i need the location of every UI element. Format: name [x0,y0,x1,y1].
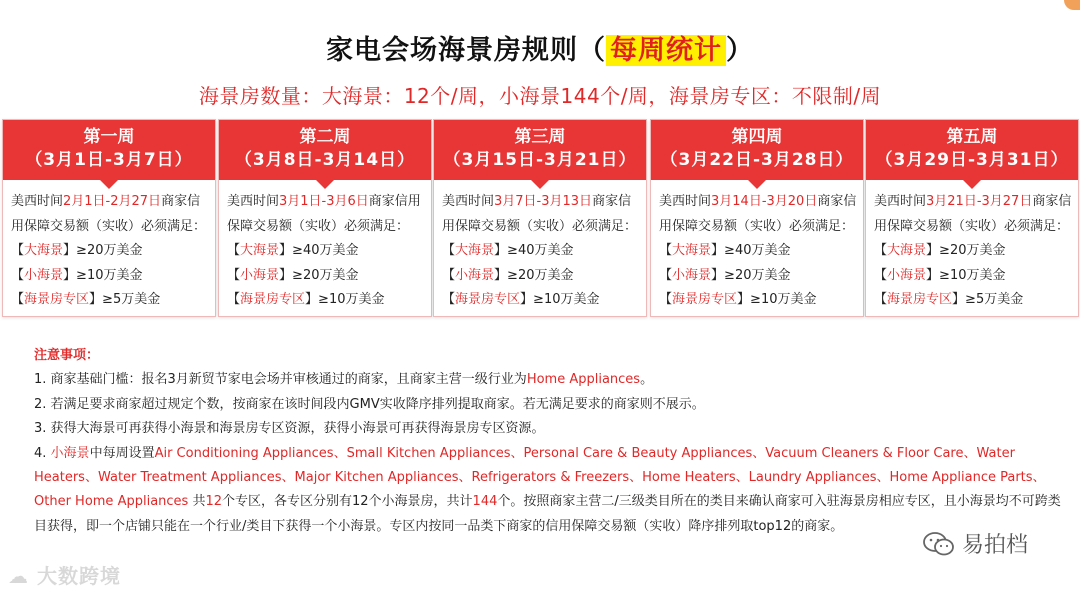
tier-large: 【大海景】≥20万美金 [874,243,1006,258]
cloud-logo-icon: ☁ [8,564,29,588]
period-dates: 3月14日-3月20日 [711,194,818,209]
period-dates: 2月1日-2月27日 [63,194,162,209]
week-name: 第三周 [514,127,566,147]
tier-large: 【大海景】≥20万美金 [11,243,143,258]
week-body [651,180,863,313]
note-2: 2. 若满足要求商家超过规定个数，按商家在该时间段内GMV实收降序排列提取商家。若无满足要求的商家则不展示。 [34,396,705,412]
corner-decoration [1064,0,1080,10]
requirement-text: 商家信用保障交易额（实收）必须满足： [227,194,421,234]
tier-zone: 【海景房专区】≥10万美金 [442,292,600,307]
tier-small: 【小海景】≥20万美金 [659,267,791,283]
week-range: （3月1日-3月7日） [25,150,193,170]
note-1: 1. 商家基础门槛：报名3月新贸节家电会场并审核通过的商家，且商家主营一级行业为Home Appliances。 [34,372,654,388]
note-4: 4. 小海景中每周设置Air Conditioning Appliances、Small Kitchen Appliances、Personal Care & Beauty Appliances、Vacuum Cleaners & Floor Care、Water Heaters、Water Treatment Appliances、Major Kitchen Appliances、Refrigerators & Freezers、Home Heaters、Laundry Appliances、Home Appliance Parts、Other Home Appliances 共12个专区，各专区分别有12个小海景房，共计144个。按照商家主营二/三级类目所在的类目来确认商家可入驻海景房相应专区，且小海景均不可跨类目获得，即一个店铺只能在一个行业/类目下获得一个小海景。专区内按同一品类下商家的信用保障交易额（实收）降序排列取top12的商家。 [34,445,1061,534]
period-prefix: 美西时间 [874,194,927,209]
watermark-right [922,528,1028,559]
wechat-icon [922,531,956,557]
week-name: 第五周 [946,127,998,147]
week-card-5 [865,119,1079,317]
tier-small: 【小海景】≥20万美金 [227,267,359,283]
tier-zone: 【海景房专区】≥10万美金 [659,292,817,307]
period-prefix: 美西时间 [227,194,280,209]
week-card-2 [218,119,432,317]
watermark-right-text: 易拍档 [962,533,1029,558]
week-body [3,180,215,313]
tier-large: 【大海景】≥40万美金 [227,243,359,258]
week-header [219,120,431,180]
period-prefix: 美西时间 [442,194,495,209]
week-range: （3月15日-3月21日） [443,150,637,170]
notes-section [34,344,1064,539]
title-main: 家电会场海景房规则（ [326,35,606,66]
week-card-1 [2,119,216,317]
week-body [866,180,1078,313]
tier-small: 【小海景】≥20万美金 [442,267,574,283]
week-header [434,120,646,180]
week-name: 第二周 [299,127,351,147]
tier-small: 【小海景】≥10万美金 [874,267,1006,283]
period-prefix: 美西时间 [659,194,712,209]
notes-title: 注意事项： [34,348,100,363]
week-name: 第四周 [731,127,783,147]
week-header [3,120,215,180]
period-prefix: 美西时间 [11,194,64,209]
requirement-text: 商家信用保障交易额（实收）必须满足： [659,194,857,234]
week-range: （3月8日-3月14日） [234,150,416,170]
title-highlight: 每周统计 [606,35,726,66]
watermark-left [8,560,121,589]
week-name: 第一周 [83,127,135,147]
week-range: （3月29日-3月31日） [875,150,1069,170]
week-card-4 [650,119,864,317]
tier-large: 【大海景】≥40万美金 [659,243,791,258]
week-card-3 [433,119,647,317]
tier-zone: 【海景房专区】≥5万美金 [874,292,1024,307]
week-header [866,120,1078,180]
period-dates: 3月1日-3月6日 [279,194,369,209]
tier-zone: 【海景房专区】≥10万美金 [227,292,385,307]
title-end: ） [726,35,754,66]
week-body [434,180,646,313]
requirement-text: 商家信用保障交易额（实收）必须满足： [442,194,638,234]
tier-large: 【大海景】≥40万美金 [442,243,574,258]
week-header [651,120,863,180]
tier-small: 【小海景】≥10万美金 [11,267,143,283]
week-body [219,180,431,313]
page-subtitle: 海景房数量：大海景：12个/周，小海景144个/周，海景房专区：不限制/周 [198,84,882,108]
requirement-text: 商家信用保障交易额（实收）必须满足： [874,194,1072,234]
period-dates: 3月21日-3月27日 [926,194,1033,209]
period-dates: 3月7日-3月13日 [494,194,593,209]
note-3: 3. 获得大海景可再获得小海景和海景房专区资源，获得小海景可再获得海景房专区资源。 [34,421,545,437]
week-range: （3月22日-3月28日） [660,150,854,170]
page-title [0,28,1080,67]
requirement-text: 商家信用保障交易额（实收）必须满足： [11,194,207,234]
tier-zone: 【海景房专区】≥5万美金 [11,292,161,307]
watermark-left-text: 大数跨境 [36,564,121,588]
